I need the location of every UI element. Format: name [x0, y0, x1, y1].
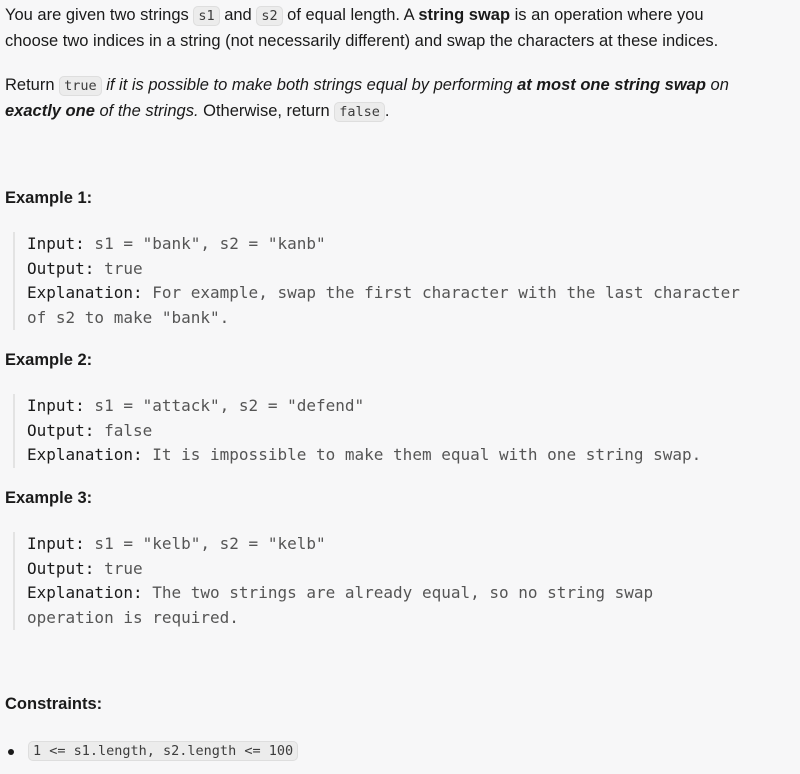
input-value: s1 = "bank", s2 = "kanb" [84, 234, 326, 253]
input-value: s1 = "attack", s2 = "defend" [84, 396, 365, 415]
output-value: false [94, 420, 153, 440]
task-paragraph [5, 73, 729, 125]
input-label: Input: [27, 234, 85, 253]
example-1-heading: Example 1: [5, 189, 93, 207]
inline-code-false: false [334, 102, 385, 122]
inline-code-true: true [59, 76, 102, 96]
explanation-value: It is impossible to make them equal with one string swap. [142, 445, 702, 464]
explanation-value: For example, swap the first character with the last character [142, 283, 740, 302]
task-emphasis: at most one string swap [517, 76, 706, 94]
example-2-heading: Example 2: [5, 351, 93, 369]
intro-paragraph [5, 3, 718, 54]
constraint-item [5, 738, 298, 764]
task-text-italic: if it is possible to make both strings equal by performing [101, 76, 518, 94]
output-value: true [94, 258, 143, 278]
task-text: Return [5, 76, 60, 94]
inline-code-s2: s2 [256, 6, 282, 26]
explanation-value: of s2 to make "bank". [27, 307, 230, 327]
output-label: Output: [27, 420, 95, 440]
example-2-block [13, 394, 701, 468]
example-1-block [13, 232, 740, 330]
task-text-italic: on [705, 76, 729, 94]
example-3-heading: Example 3: [5, 489, 93, 507]
output-label: Output: [27, 558, 95, 578]
input-value: s1 = "kelb", s2 = "kelb" [84, 534, 326, 553]
constraints-heading: Constraints: [5, 695, 103, 713]
constraints-list [5, 738, 298, 764]
term-string-swap: string swap [418, 6, 511, 24]
intro-text: of equal length. A [282, 6, 419, 24]
intro-text: is an operation where you [510, 6, 704, 24]
intro-text: choose two indices in a string (not necessarily different) and swap the characters at these indices. [5, 32, 719, 50]
constraint-code: 1 <= s1.length, s2.length <= 100 [28, 741, 298, 761]
intro-text: and [219, 6, 257, 24]
inline-code-s1: s1 [193, 6, 219, 26]
intro-text: You are given two strings [5, 6, 194, 24]
explanation-label: Explanation: [27, 445, 143, 464]
task-text: . [384, 102, 390, 120]
explanation-value: operation is required. [27, 607, 239, 627]
task-text-italic: of the strings. [94, 102, 199, 120]
output-value: true [94, 558, 143, 578]
output-label: Output: [27, 258, 95, 278]
example-3-block [13, 532, 653, 630]
explanation-label: Explanation: [27, 583, 143, 602]
input-label: Input: [27, 534, 85, 553]
task-text: Otherwise, return [198, 102, 335, 120]
explanation-label: Explanation: [27, 283, 143, 302]
input-label: Input: [27, 396, 85, 415]
explanation-value: The two strings are already equal, so no string swap [142, 583, 654, 602]
task-emphasis: exactly one [5, 102, 95, 120]
